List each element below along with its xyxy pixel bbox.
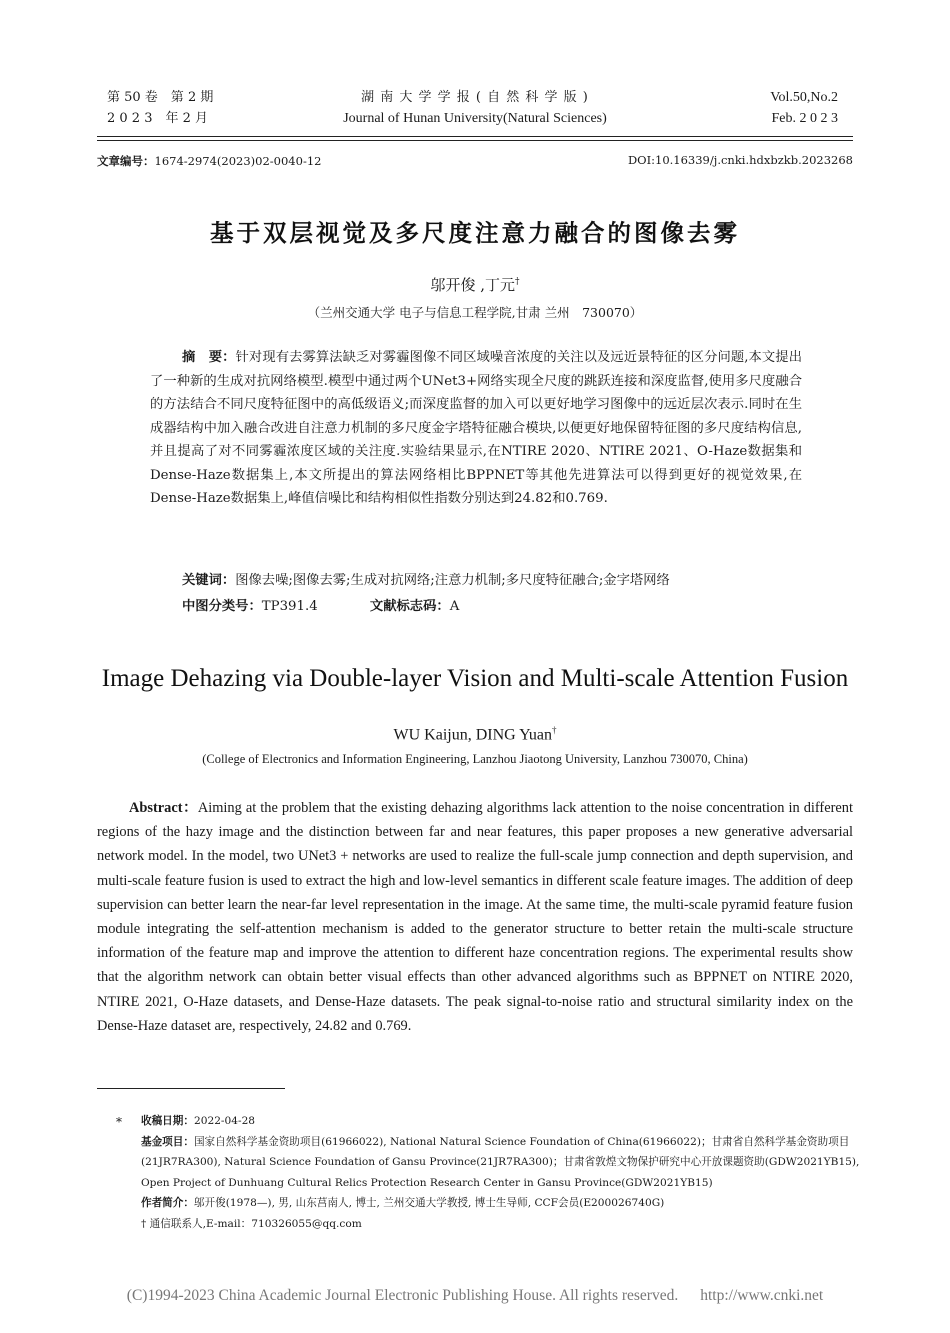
author-value: 邬开俊(1978—), 男, 山东莒南人, 博士, 兰州交通大学教授, 博士生导师, CCF会员(E200026740G) xyxy=(193,1197,665,1209)
footer-copyright: (C)1994-2023 China Academic Journal Electronic Publishing House. All rights reserved. xyxy=(126,1287,679,1304)
header-date-cn: 2 0 2 3 年 2 月 xyxy=(107,111,209,126)
abstract-en xyxy=(97,796,853,1038)
keywords-cn xyxy=(182,569,670,588)
corresponding-mark-en: † xyxy=(551,725,557,735)
author-label: 作者简介： xyxy=(141,1197,194,1209)
header-volume-en: Vol.50,No.2 xyxy=(770,90,838,105)
footnote-rule xyxy=(97,1088,285,1089)
doc-code-value: A xyxy=(449,599,460,614)
abstract-en-label: Abstract： xyxy=(129,800,198,816)
authors-cn xyxy=(0,274,950,295)
abstract-cn-text: 针对现有去雾算法缺乏对雾霾图像不同区域噪音浓度的关注以及远近景特征的区分问题,本文提出了一种新的生成对抗网络模型.模型中通过两个UNet3+网络实现全尺度的跳跃连接和深度监督,使用多尺度融合的方法结合不同尺度特征图中的高低级语义;而深度监督的加入可以更好地学习图像中的远近层次表示.同时在生成器结构中加入融合改进自注意力机制的多尺度金字塔特征融合模块,以便更好地保留特征图的多尺度结构信息,并且提高了对不同雾霾浓度区域的关注度.实验结果显示,在NTIRE 2020、NTIRE 2021、O-Haze数据集和Dense-Haze数据集上,本文所提出的算法网络相比BPPNET等其他先进算法可以得到更好的视觉效果,在Dense-Haze数据集上,峰值信噪比和结构相似性指数分别达到24.82和0.769. xyxy=(150,350,802,506)
clc-label: 中图分类号： xyxy=(182,599,262,614)
header-rule-thin xyxy=(97,140,853,141)
authors-en-names: WU Kaijun, DING Yuan xyxy=(393,726,552,744)
keywords-cn-label: 关键词： xyxy=(182,573,236,588)
cnki-footer xyxy=(0,1287,950,1305)
article-number-label: 文章编号： xyxy=(97,154,155,168)
page-title-en: Image Dehazing via Double-layer Vision and Multi-scale Attention Fusion xyxy=(101,665,849,692)
fund-label: 基金项目： xyxy=(141,1135,194,1148)
received-date xyxy=(141,1111,861,1132)
classification xyxy=(182,595,459,614)
header-date-en: Feb. 2 0 2 3 xyxy=(771,111,838,126)
authors-cn-names: 邬开俊 ,丁元 xyxy=(430,276,516,294)
article-number xyxy=(97,153,321,169)
received-label: 收稿日期： xyxy=(141,1115,194,1127)
clc-value: TP391.4 xyxy=(261,599,318,614)
page-title-cn: 基于双层视觉及多尺度注意力融合的图像去雾 xyxy=(210,219,740,247)
header-volume-cn: 第 50 卷 第 2 期 xyxy=(107,90,214,105)
abstract-cn-label: 摘 要： xyxy=(182,350,236,365)
fund-value: 国家自然科学基金资助项目(61966022), National Natural Science Foundation of China(61966022)；甘肃省自然科学基金资助项目(21JR7RA300), Natural Science Foundation of Gansu Province(21JR7RA300)；甘肃省敦煌文物保护研究中心开放课题资助(GDW2021YB15), Open Project of Dunhuang Cultural Relics Protection Research Center in Gansu Province(GDW2021YB15) xyxy=(141,1135,860,1189)
footer-url[interactable]: http://www.cnki.net xyxy=(700,1287,824,1304)
abstract-cn xyxy=(150,346,802,511)
header-journal-cn: 湖 南 大 学 学 报 ( 自 然 科 学 版 ) xyxy=(361,90,589,105)
fund-info xyxy=(141,1132,861,1194)
footnote-star: * xyxy=(116,1115,122,1129)
header-rule-thick xyxy=(97,136,853,137)
keywords-cn-text: 图像去噪;图像去雾;生成对抗网络;注意力机制;多尺度特征融合;金字塔网络 xyxy=(235,573,670,588)
abstract-en-text: Aiming at the problem that the existing dehazing algorithms lack attention to the noise concentration in different regions of the hazy image and the distinction between far and near features, this paper proposes a new generative adversarial network model. In the model, two UNet3 + networks are used to realize the full-scale jump connection and depth supervision, and multi-scale feature fusion is used to extract the high and low-level semantics in different scale feature images. The addition of deep supervision can better learn the near-far level representation in the image. At the same time, the multi-scale pyramid feature fusion module integrating the self-attention mechanism is added to the generator structure to better retain the multi-scale structure information of the feature map and improve the attention to different haze concentration regions. The experimental results show that the algorithm network can obtain better visual effects than other advanced algorithms such as BPPNET on NTIRE 2020, NTIRE 2021, O-Haze datasets, and Dense-Haze datasets. The peak signal-to-noise ratio and structural similarity index on the Dense-Haze dataset are, respectively, 24.82 and 0.769. xyxy=(97,800,853,1034)
footnotes xyxy=(141,1111,861,1234)
header-journal-en: Journal of Hunan University(Natural Sciences) xyxy=(343,111,607,126)
doi: DOI:10.16339/j.cnki.hdxbzkb.2023268 xyxy=(627,153,853,167)
article-number-value: 1674-2974(2023)02-0040-12 xyxy=(154,154,322,168)
affiliation-cn: （兰州交通大学 电子与信息工程学院,甘肃 兰州 730070） xyxy=(307,305,643,320)
author-info xyxy=(141,1193,861,1214)
doc-code-label: 文献标志码： xyxy=(369,599,450,614)
contact-info: † 通信联系人,E-mail：710326055@qq.com xyxy=(141,1217,362,1230)
received-value: 2022-04-28 xyxy=(193,1115,256,1127)
authors-en xyxy=(0,725,950,744)
corresponding-mark: † xyxy=(515,277,520,287)
affiliation-en: (College of Electronics and Information Engineering, Lanzhou Jiaotong University, Lanzhou 730070, China) xyxy=(202,752,748,766)
